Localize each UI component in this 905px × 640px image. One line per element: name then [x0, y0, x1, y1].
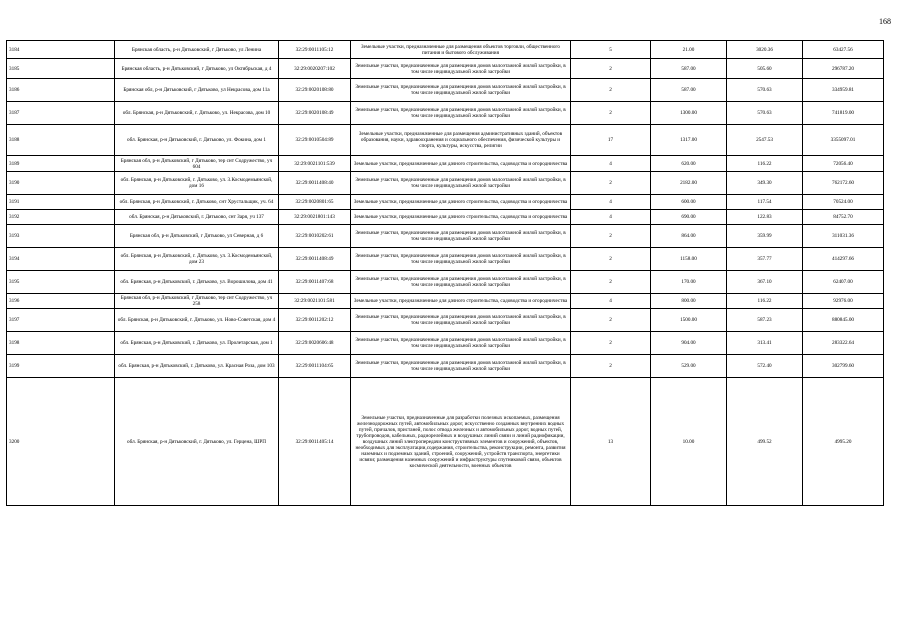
- row-number-cell: 3185: [7, 59, 115, 79]
- cadastral-number-cell: 32:29:0020207:102: [279, 59, 351, 79]
- specific-value-cell: 587.23: [727, 309, 803, 332]
- use-group-cell: 13: [571, 378, 651, 506]
- cadastral-number-cell: 32:29:0020606:48: [279, 332, 351, 355]
- cadastral-number-cell: 32:29:0011407:68: [279, 271, 351, 294]
- row-number-cell: 3190: [7, 172, 115, 195]
- row-number-cell: 3186: [7, 79, 115, 102]
- use-group-cell: 2: [571, 172, 651, 195]
- area-cell: 904.00: [651, 332, 727, 355]
- permitted-use-cell: Земельные участки, предназначенные для размещения домов малоэтажной жилой застройки, в том числе индивидуальной жилой застройки: [351, 309, 571, 332]
- cadastral-value-cell: 311031.36: [803, 225, 884, 248]
- cadastral-value-cell: 283322.64: [803, 332, 884, 355]
- permitted-use-cell: Земельные участки, предназначенные для размещения домов малоэтажной жилой застройки, в том числе индивидуальной жилой застройки: [351, 355, 571, 378]
- use-group-cell: 4: [571, 210, 651, 225]
- use-group-cell: 2: [571, 355, 651, 378]
- address-cell: обл. Брянская, р-н Дятьковский, г. Дятьково, ул. Герцена, ШРП: [115, 378, 279, 506]
- table-row: [7, 378, 884, 506]
- use-group-cell: 2: [571, 59, 651, 79]
- table-row: [7, 195, 884, 210]
- use-group-cell: 4: [571, 156, 651, 172]
- area-cell: 587.00: [651, 59, 727, 79]
- specific-value-cell: 570.63: [727, 79, 803, 102]
- cadastral-number-cell: 32:29:0010202:61: [279, 225, 351, 248]
- row-number-cell: 3196: [7, 294, 115, 309]
- table-row: [7, 294, 884, 309]
- row-number-cell: 3191: [7, 195, 115, 210]
- address-cell: обл. Брянская, р-н Дятьковский, г. Дятьково, ул. Красная Роза, дом 103: [115, 355, 279, 378]
- area-cell: 1300.00: [651, 102, 727, 125]
- row-number-cell: 3194: [7, 248, 115, 271]
- cadastral-number-cell: 32:29:0011202:12: [279, 309, 351, 332]
- row-number-cell: 3192: [7, 210, 115, 225]
- table-row: [7, 355, 884, 378]
- permitted-use-cell: Земельные участки, предназначенные для размещения объектов торговли, общественного питания и бытового обслуживания: [351, 41, 571, 59]
- cadastral-number-cell: 32:29:0020801:65: [279, 195, 351, 210]
- cadastral-number-cell: 32:29:0011405:14: [279, 378, 351, 506]
- address-cell: обл. Брянская, р-н Дятьковский, г. Дятьково, ул. Некрасова, дом 10: [115, 102, 279, 125]
- permitted-use-cell: Земельные участки, предназначенные для размещения домов малоэтажной жилой застройки, в том числе индивидуальной жилой застройки: [351, 271, 571, 294]
- table-row: [7, 172, 884, 195]
- area-cell: 1158.00: [651, 248, 727, 271]
- row-number-cell: 3200: [7, 378, 115, 506]
- permitted-use-cell: Земельные участки, предназначенные для дачного строительства, садоводства и огородничества: [351, 195, 571, 210]
- cadastral-value-cell: 72056.40: [803, 156, 884, 172]
- row-number-cell: 3187: [7, 102, 115, 125]
- cadastral-value-cell: 3355097.01: [803, 125, 884, 156]
- cadastral-number-cell: 32:29:0011408:40: [279, 172, 351, 195]
- table-row: [7, 332, 884, 355]
- cadastral-number-cell: 32:29:0021101:581: [279, 294, 351, 309]
- area-cell: 10.00: [651, 378, 727, 506]
- row-number-cell: 3199: [7, 355, 115, 378]
- cadastral-number-cell: 32:29:0020108:49: [279, 102, 351, 125]
- use-group-cell: 2: [571, 79, 651, 102]
- table-row: [7, 41, 884, 59]
- row-number-cell: 3197: [7, 309, 115, 332]
- table-row: [7, 102, 884, 125]
- table-row: [7, 156, 884, 172]
- area-cell: 690.00: [651, 210, 727, 225]
- area-cell: 864.00: [651, 225, 727, 248]
- cadastral-value-cell: 62407.00: [803, 271, 884, 294]
- area-cell: 800.00: [651, 294, 727, 309]
- address-cell: обл. Брянская, р-н Дятьковский, г. Дятьково, ул. 3.Космодемьянской, дом 16: [115, 172, 279, 195]
- permitted-use-cell: Земельные участки, предназначенные для размещения домов малоэтажной жилой застройки, в том числе индивидуальной жилой застройки: [351, 59, 571, 79]
- cadastral-number-cell: 32:29:0011104:65: [279, 355, 351, 378]
- table-row: [7, 248, 884, 271]
- cadastral-value-cell: 334959.81: [803, 79, 884, 102]
- table-row: [7, 59, 884, 79]
- use-group-cell: 17: [571, 125, 651, 156]
- table-row: [7, 271, 884, 294]
- permitted-use-cell: Земельные участки, предназначенные для размещения домов малоэтажной жилой застройки, в том числе индивидуальной жилой застройки: [351, 172, 571, 195]
- row-number-cell: 3184: [7, 41, 115, 59]
- permitted-use-cell: Земельные участки, предназначенные для размещения домов малоэтажной жилой застройки, в том числе индивидуальной жилой застройки: [351, 332, 571, 355]
- permitted-use-cell: Земельные участки, предназначенные для дачного строительства, садоводства и огородничества: [351, 294, 571, 309]
- use-group-cell: 4: [571, 195, 651, 210]
- permitted-use-cell: Земельные участки, предназначенные для размещения домов малоэтажной жилой застройки, в том числе индивидуальной жилой застройки: [351, 225, 571, 248]
- address-cell: Брянская обл, р-н Дятьковский, г Дятьково, тер снт Содружество, уч 604: [115, 156, 279, 172]
- permitted-use-cell: Земельные участки, предназначенные для разработки полезных ископаемых, размещения железнодорожных путей, автомобильных дорог, искусственно созданных внутренних водных путей, причалов, пристаней, полос отвода железных и автомобильных дорог, водных путей, трубопроводов, кабельных, радиорелейных и воздушных линий связи и линий радиофикации, воздушных линий электропередачи конструктивных элементов и сооружений, объектов, необходимых для эксплуатации,содержания, строительства, реконструкции, ремонта, развития наземных и подземных зданий, строений, сооружений, устройств транспорта, энергетики исвязи; размещения наземных сооружений и инфраструктуры спутниковой связи, объектов космической деятельности, военных объектов: [351, 378, 571, 506]
- specific-value-cell: 359.99: [727, 225, 803, 248]
- use-group-cell: 2: [571, 248, 651, 271]
- table-row: [7, 125, 884, 156]
- row-number-cell: 3198: [7, 332, 115, 355]
- use-group-cell: 2: [571, 225, 651, 248]
- area-cell: 620.00: [651, 156, 727, 172]
- area-cell: 600.00: [651, 195, 727, 210]
- permitted-use-cell: Земельные участки, предназначенные для размещения домов малоэтажной жилой застройки, в том числе индивидуальной жилой застройки: [351, 248, 571, 271]
- specific-value-cell: 367.10: [727, 271, 803, 294]
- cadastral-number-cell: 32:29:0011408:49: [279, 248, 351, 271]
- cadastral-value-cell: 70524.00: [803, 195, 884, 210]
- permitted-use-cell: Земельные участки, предназначенные для размещения домов малоэтажной жилой застройки, в том числе индивидуальной жилой застройки: [351, 102, 571, 125]
- cadastral-value-table: [6, 40, 884, 506]
- cadastral-value-cell: 880845.00: [803, 309, 884, 332]
- permitted-use-cell: Земельные участки, предназначенные для размещения административных зданий, объектов образования, науки, здравоохранения и социального обеспечения, физической культуры и спорта, культуры, искусства, религии: [351, 125, 571, 156]
- area-cell: 1500.00: [651, 309, 727, 332]
- address-cell: обл. Брянская, р-н Дятьковский, г. Дятьково, ул. Фокина, дом 1: [115, 125, 279, 156]
- cadastral-number-cell: 32:29:0020108:80: [279, 79, 351, 102]
- use-group-cell: 2: [571, 332, 651, 355]
- cadastral-number-cell: 32:29:0011105:12: [279, 41, 351, 59]
- row-number-cell: 3195: [7, 271, 115, 294]
- row-number-cell: 3193: [7, 225, 115, 248]
- table-body: [7, 41, 884, 506]
- use-group-cell: 2: [571, 271, 651, 294]
- table-row: [7, 79, 884, 102]
- address-cell: Брянская обл, р-н Дятьковский, г Дятьково, тер снт Содружество, уч 258: [115, 294, 279, 309]
- specific-value-cell: 117.54: [727, 195, 803, 210]
- specific-value-cell: 122.83: [727, 210, 803, 225]
- cadastral-value-cell: 4995.20: [803, 378, 884, 506]
- cadastral-value-cell: 296787.20: [803, 59, 884, 79]
- use-group-cell: 5: [571, 41, 651, 59]
- page-number: 168: [879, 17, 891, 26]
- table-row: [7, 309, 884, 332]
- address-cell: Брянская обл, р-н Дятьковский, г Дятьково, ул Некрасова, дом 11а: [115, 79, 279, 102]
- specific-value-cell: 116.22: [727, 156, 803, 172]
- specific-value-cell: 313.41: [727, 332, 803, 355]
- permitted-use-cell: Земельные участки, предназначенные для размещения домов малоэтажной жилой застройки, в том числе индивидуальной жилой застройки: [351, 79, 571, 102]
- address-cell: Брянская обл, р-н Дятьковский, г Дятьково, ул Северная, д 6: [115, 225, 279, 248]
- row-number-cell: 3188: [7, 125, 115, 156]
- area-cell: 2182.00: [651, 172, 727, 195]
- cadastral-value-cell: 762172.60: [803, 172, 884, 195]
- specific-value-cell: 3020.36: [727, 41, 803, 59]
- cadastral-value-cell: 302799.60: [803, 355, 884, 378]
- cadastral-value-cell: 92976.00: [803, 294, 884, 309]
- specific-value-cell: 572.40: [727, 355, 803, 378]
- use-group-cell: 2: [571, 309, 651, 332]
- area-cell: 529.00: [651, 355, 727, 378]
- cadastral-number-cell: 32:29:0010504:89: [279, 125, 351, 156]
- area-cell: 1317.00: [651, 125, 727, 156]
- specific-value-cell: 2547.53: [727, 125, 803, 156]
- row-number-cell: 3189: [7, 156, 115, 172]
- cadastral-value-cell: 63427.56: [803, 41, 884, 59]
- use-group-cell: 2: [571, 102, 651, 125]
- specific-value-cell: 116.22: [727, 294, 803, 309]
- cadastral-value-cell: 741819.00: [803, 102, 884, 125]
- address-cell: обл. Брянская, р-н Дятьковский, г. Дятьково, снт Хрустальщик, уч. 64: [115, 195, 279, 210]
- area-cell: 21.00: [651, 41, 727, 59]
- specific-value-cell: 357.77: [727, 248, 803, 271]
- specific-value-cell: 349.30: [727, 172, 803, 195]
- use-group-cell: 4: [571, 294, 651, 309]
- table-row: [7, 210, 884, 225]
- cadastral-number-cell: 32:29:0021101:539: [279, 156, 351, 172]
- area-cell: 587.00: [651, 79, 727, 102]
- specific-value-cell: 499.52: [727, 378, 803, 506]
- specific-value-cell: 570.63: [727, 102, 803, 125]
- address-cell: обл. Брянская, р-н Дятьковский, г. Дятьково, ул. Пролетарская, дом 1: [115, 332, 279, 355]
- address-cell: Брянская область, р-н Дятьковский, г Дятьково, ул Ленина: [115, 41, 279, 59]
- specific-value-cell: 505.60: [727, 59, 803, 79]
- address-cell: обл. Брянская, р-н Дятьковский, г. Дятьково, снт Заря, уч 137: [115, 210, 279, 225]
- cadastral-value-cell: 414297.66: [803, 248, 884, 271]
- address-cell: Брянская область, р-н Дятьковский, г Дятьково, ул Октябрьская, д 4: [115, 59, 279, 79]
- address-cell: обл. Брянская, р-н Дятьковский, г. Дятьково, ул. Ново-Советская, дом 4: [115, 309, 279, 332]
- cadastral-value-cell: 84752.70: [803, 210, 884, 225]
- permitted-use-cell: Земельные участки, предназначенные для дачного строительства, садоводства и огородничества: [351, 210, 571, 225]
- table-row: [7, 225, 884, 248]
- address-cell: обл. Брянская, р-н Дятьковский, г. Дятьково, ул. Ворошилова, дом 41: [115, 271, 279, 294]
- address-cell: обл. Брянская, р-н Дятьковский, г. Дятьково, ул. 3.Космодемьянской, дом 23: [115, 248, 279, 271]
- cadastral-number-cell: 32:29:0021801:143: [279, 210, 351, 225]
- area-cell: 170.00: [651, 271, 727, 294]
- permitted-use-cell: Земельные участки, предназначенные для дачного строительства, садоводства и огородничества: [351, 156, 571, 172]
